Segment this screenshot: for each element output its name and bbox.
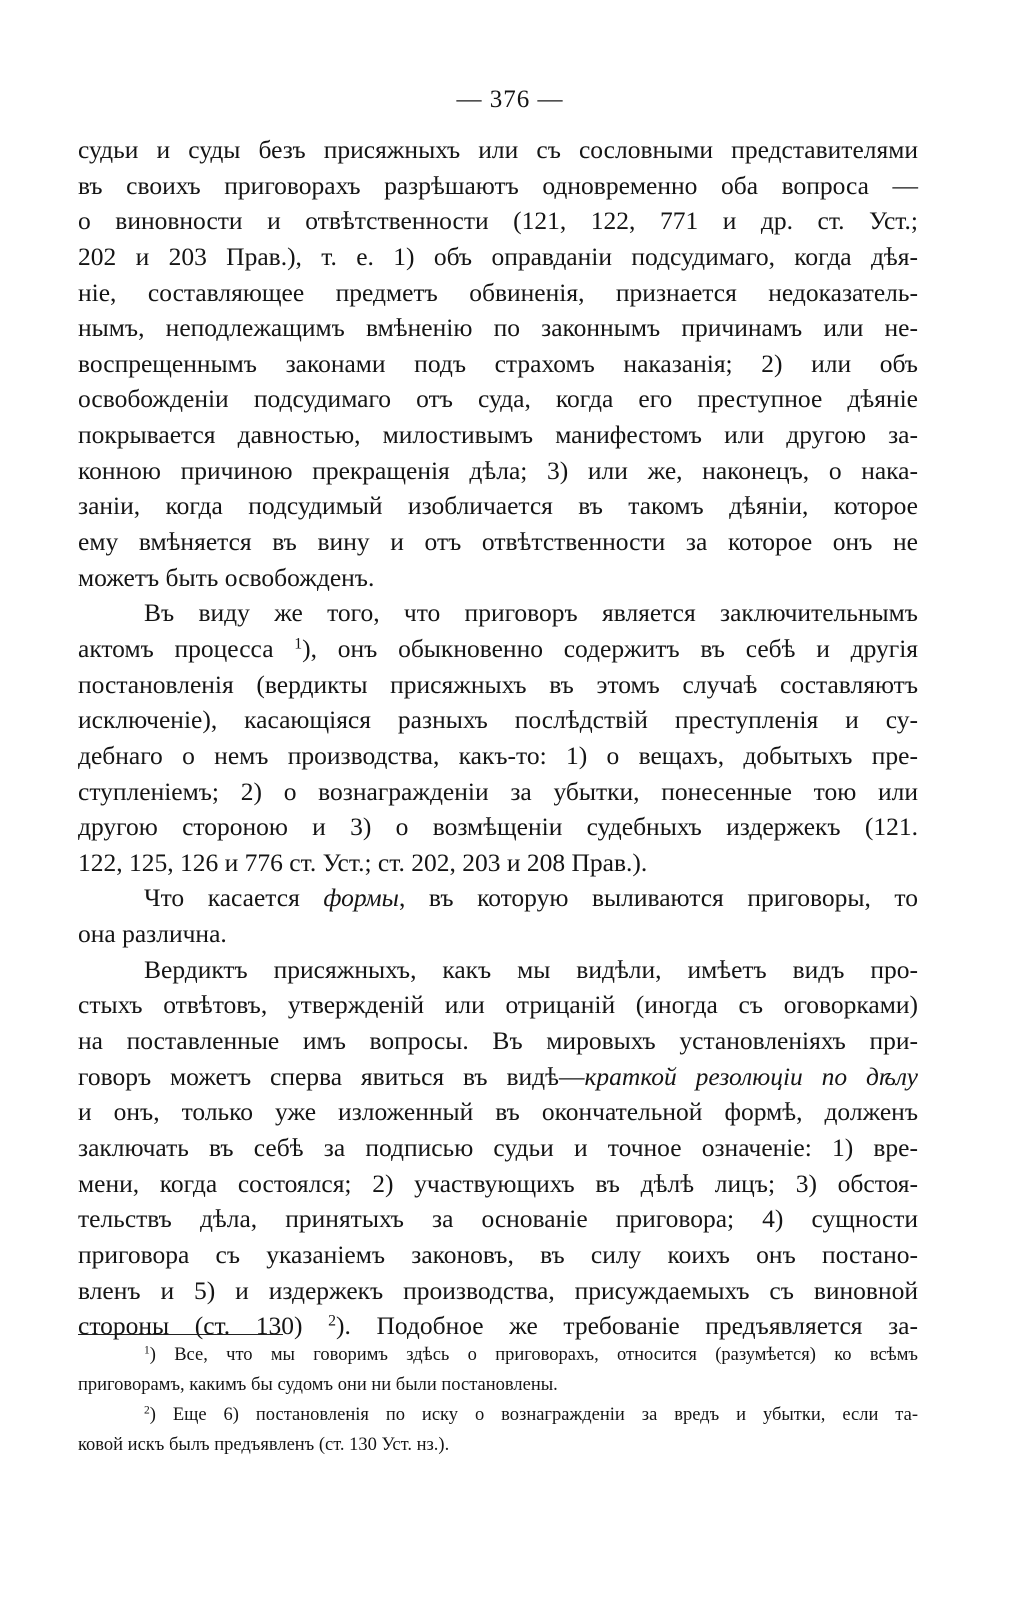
text-segment: ) Все, что мы говоримъ здѣсь о приговорахъ, относится (разумѣется) ко всѣмъ bbox=[149, 1345, 918, 1365]
text-line: дебнаго о немъ производства, какъ-то: 1) о вещахъ, добытыхъ пре- bbox=[78, 740, 918, 770]
text-line: заніи, когда подсудимый изобличается въ такомъ дѣяніи, которое bbox=[78, 491, 918, 521]
text-line: Вердиктъ присяжныхъ, какъ мы видѣли, имѣетъ видъ про- bbox=[144, 954, 918, 984]
footnote-marker: 2 bbox=[328, 1312, 336, 1330]
text-segment: ), онъ обыкновенно содержитъ въ себѣ и другія bbox=[302, 633, 919, 663]
footnote-line bbox=[78, 1340, 918, 1370]
text-line: ступленіемъ; 2) о вознагражденіи за убытки, понесенные тою или bbox=[78, 776, 918, 806]
text-line: 122, 125, 126 и 776 ст. Уст.; ст. 202, 203 и 208 Прав.). bbox=[78, 847, 648, 877]
text-line: ему вмѣняется въ вину и отъ отвѣтственности за которое онъ не bbox=[78, 527, 918, 557]
text-line: ніе, составляющее предметъ обвиненія, признается недоказатель- bbox=[78, 277, 918, 307]
text-segment: ). Подобное же требованіе предъявляется за- bbox=[335, 1311, 918, 1341]
text-segment: Что касается bbox=[144, 883, 324, 913]
text-line: вленъ и 5) и издержекъ производства, присуждаемыхъ съ виновной bbox=[78, 1275, 918, 1305]
italic-phrase: формы bbox=[323, 883, 399, 913]
text-line: на поставленные имъ вопросы. Въ мировыхъ установленіяхъ при- bbox=[78, 1026, 918, 1056]
text-segment: , въ которую выливаются приговоры, то bbox=[398, 883, 918, 913]
footnote-marker: 2 bbox=[144, 1404, 150, 1417]
text-line: заключать въ себѣ за подписью судьи и точное означеніе: 1) вре- bbox=[78, 1132, 918, 1162]
footnote-marker: 1 bbox=[144, 1344, 150, 1357]
footnotes bbox=[78, 1340, 918, 1460]
footnote-line bbox=[78, 1400, 918, 1430]
text-line bbox=[78, 880, 918, 916]
text-line: другою стороною и 3) о возмѣщеніи судебныхъ издержекъ (121. bbox=[78, 812, 918, 842]
text-segment: стороны (ст. 130) bbox=[78, 1311, 329, 1341]
page-number: — 376 — bbox=[456, 86, 564, 113]
text-line: покрывается давностью, милостивымъ манифестомъ или другою за- bbox=[78, 420, 918, 450]
text-line: стыхъ отвѣтовъ, утвержденій или отрицаній (иногда съ оговорками) bbox=[78, 990, 918, 1020]
text-line: исключеніе), касающіяся разныхъ послѣдствій преступленія и су- bbox=[78, 705, 918, 735]
text-line bbox=[78, 631, 918, 667]
italic-phrase: краткой резолюціи по дѣлу bbox=[584, 1061, 919, 1091]
text-line: приговора съ указаніемъ законовъ, въ силу коихъ онъ постано- bbox=[78, 1239, 918, 1269]
footnote-line: ковой искъ былъ предъявленъ (ст. 130 Уст. нз.). bbox=[78, 1435, 450, 1455]
text-segment: говоръ можетъ сперва явиться въ видѣ— bbox=[78, 1061, 585, 1091]
text-line: о виновности и отвѣтственности (121, 122, 771 и др. ст. Уст.; bbox=[78, 206, 918, 236]
text-segment: актомъ процесса bbox=[78, 633, 295, 663]
text-line: судьи и суды безъ присяжныхъ или съ сословными представителями bbox=[78, 135, 918, 164]
text-line: она различна. bbox=[78, 919, 227, 949]
text-line: конною причиною прекращенія дѣла; 3) или же, наконецъ, о нака- bbox=[78, 455, 918, 485]
text-line bbox=[78, 1059, 918, 1095]
text-line: въ своихъ приговорахъ разрѣшаютъ одновременно оба вопроса — bbox=[78, 170, 918, 200]
text-line bbox=[78, 1308, 918, 1344]
text-line: 202 и 203 Прав.), т. е. 1) объ оправданіи подсудимаго, когда дѣя- bbox=[78, 241, 918, 271]
footnote-line: приговорамъ, какимъ бы судомъ они ни были постановлены. bbox=[78, 1375, 558, 1395]
text-line: можетъ быть освобожденъ. bbox=[78, 562, 375, 592]
text-line: нымъ, неподлежащимъ вмѣненію по законнымъ причинамъ или не- bbox=[78, 313, 918, 343]
footnote-marker: 1 bbox=[294, 635, 303, 653]
main-text bbox=[78, 132, 918, 1344]
footnote-separator bbox=[78, 1334, 283, 1335]
text-segment: ) Еще 6) постановленія по иску о вознагражденіи за вредъ и убытки, если та- bbox=[149, 1405, 918, 1425]
text-line: освобожденіи подсудимаго отъ суда, когда его преступное дѣяніе bbox=[78, 384, 918, 414]
text-line: постановленія (вердикты присяжныхъ въ этомъ случаѣ составляютъ bbox=[78, 669, 918, 699]
text-line: воспрещеннымъ законами подъ страхомъ наказанія; 2) или объ bbox=[78, 348, 918, 378]
text-line: Въ виду же того, что приговоръ является заключительнымъ bbox=[144, 598, 918, 628]
text-line: и онъ, только уже изложенный въ окончательной формѣ, долженъ bbox=[78, 1097, 918, 1127]
text-line: мени, когда состоялся; 2) участвующихъ въ дѣлѣ лицъ; 3) обстоя- bbox=[78, 1168, 918, 1198]
text-line: тельствъ дѣла, принятыхъ за основаніе приговора; 4) сущности bbox=[78, 1204, 918, 1234]
